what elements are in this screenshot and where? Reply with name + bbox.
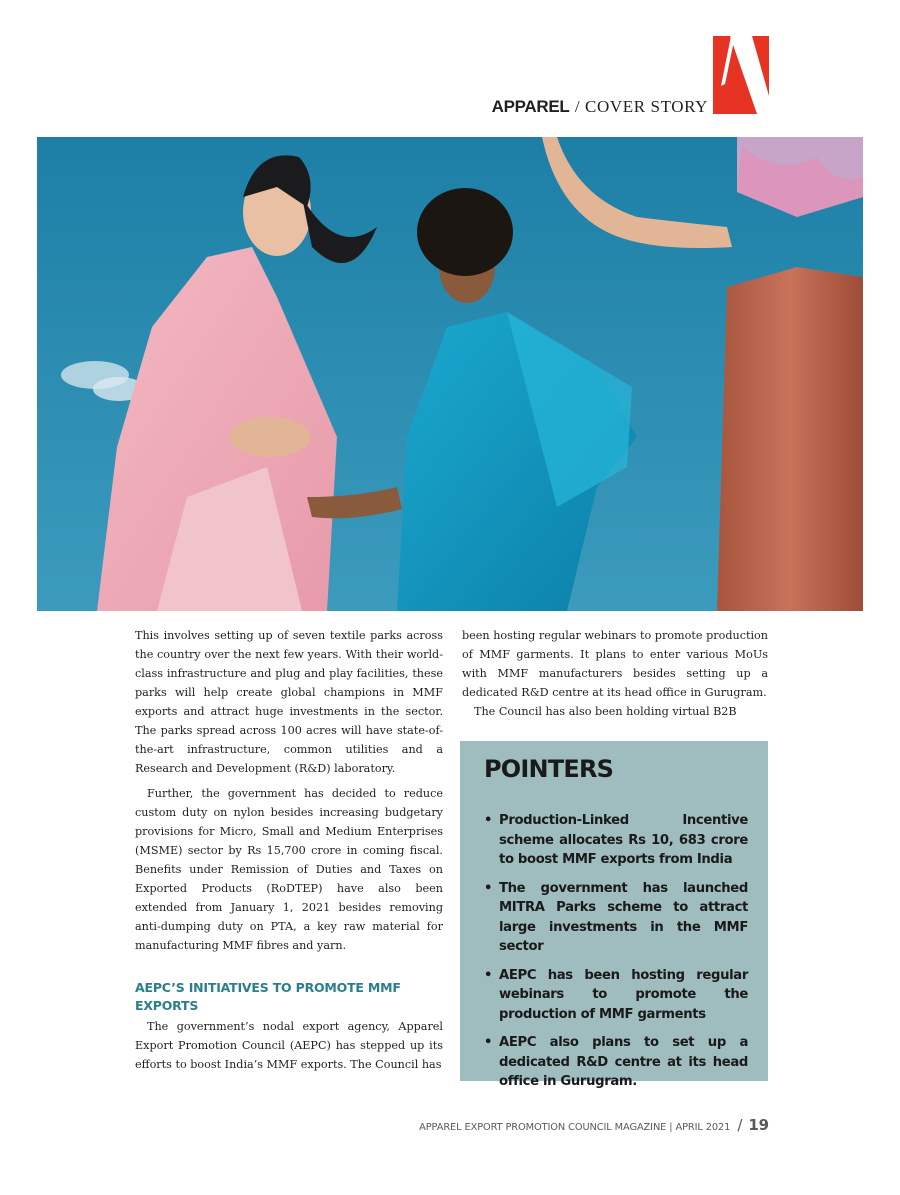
- pointer-text: AEPC has been hosting regular webinars to promote the production of MMF garments: [499, 967, 748, 1022]
- bullet-icon: •: [484, 880, 493, 896]
- article-paragraph: been hosting regular webinars to promote production of MMF garments. It plans to enter various MoUs with MMF manufacturers besides setting up a dedicated R&D centre at its head office in Gurugram.: [462, 629, 768, 699]
- page-footer: [419, 1116, 769, 1134]
- article-subheading: AEPC’S INITIATIVES TO PROMOTE MMF EXPORTS: [135, 980, 401, 1013]
- bullet-icon: •: [484, 967, 493, 983]
- article-left-column: [135, 626, 443, 1074]
- footer-publication: APPAREL EXPORT PROMOTION COUNCIL MAGAZINE | APRIL 2021: [419, 1122, 731, 1133]
- article-paragraph: The government’s nodal export agency, Apparel Export Promotion Council (AEPC) has stepped up its efforts to boost India’s MMF exports. The Council has: [135, 1020, 443, 1071]
- bullet-icon: •: [484, 813, 493, 828]
- section-name: APPAREL: [491, 97, 570, 116]
- pointer-text: The government has launched MITRA Parks scheme to attract large investments in the MMF sector: [499, 880, 748, 954]
- pointer-item: [484, 966, 748, 1025]
- pointers-box: [460, 741, 768, 1089]
- article-paragraph: The Council has also been holding virtual B2B: [474, 705, 737, 718]
- article-paragraph: Further, the government has decided to reduce custom duty on nylon besides increasing budgetary provisions for Micro, Small and Medium Enterprises (MSME) sector by Rs 15,700 crore in coming fiscal. Benefits under Remission of Duties and Taxes on Exported Products (RoDTEP) have also been extended from January 1, 2021 besides removing anti-dumping duty on PTA, a key raw material for manufacturing MMF fibres and yarn.: [135, 787, 443, 952]
- pointers-title: POINTERS: [484, 755, 614, 783]
- pointers-list: [484, 811, 748, 1101]
- page-number: 19: [748, 1116, 769, 1134]
- pointer-item: [484, 811, 748, 870]
- pointer-item: [484, 879, 748, 957]
- article-right-column: [462, 626, 768, 721]
- footer-slash: /: [737, 1116, 743, 1134]
- pointer-item: [484, 1033, 748, 1092]
- magazine-logo-icon: [713, 36, 769, 114]
- section-header: [492, 96, 708, 118]
- article-paragraph: This involves setting up of seven textile parks across the country over the next few years. With their world-class infrastructure and plug and play facilities, these parks will help create global champions in MMF exports and attract huge investments in the sector. The parks spread across 100 acres will have state-of-the-art infrastructure, common utilities and a Research and Development (R&D) laboratory.: [135, 629, 443, 775]
- bullet-icon: •: [484, 1035, 493, 1050]
- pointer-text: Production-Linked Incentive scheme allocates Rs 10, 683 crore to boost MMF exports from India: [499, 813, 748, 867]
- pointer-text: AEPC also plans to set up a dedicated R&D centre at its head office in Gurugram.: [499, 1035, 748, 1089]
- section-separator: /: [574, 97, 580, 116]
- section-category: COVER STORY: [585, 97, 708, 116]
- hero-photo: [37, 137, 863, 611]
